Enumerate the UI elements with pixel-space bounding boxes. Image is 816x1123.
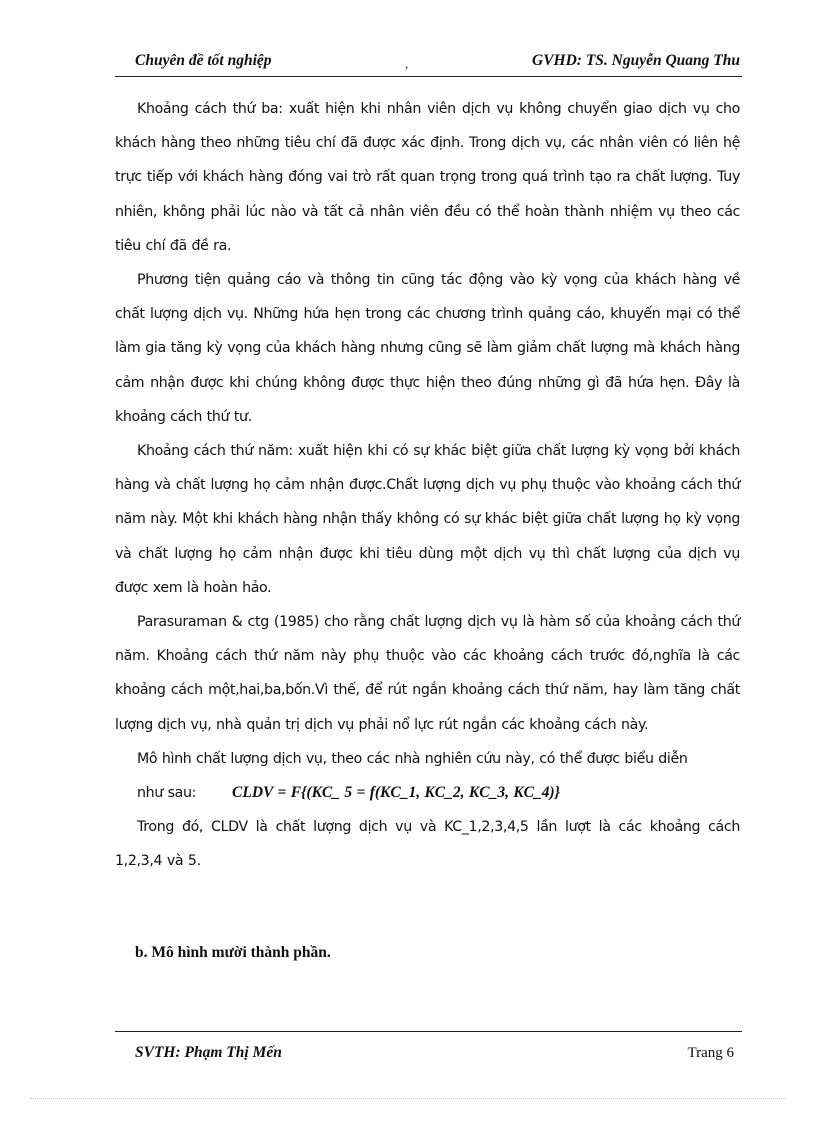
paragraph-gap-three: Khoảng cách thứ ba: xuất hiện khi nhân viên dịch vụ không chuyển giao dịch vụ cho khách hàng theo những tiêu chí đã được xác định. Trong dịch vụ, các nhân viên có liên hệ trực tiếp với khách hàng đóng vai trò rất quan trọng trong quá trình tạo ra chất lượng. Tuy nhiên, không phải lúc nào và tất cả nhân viên đều có thể hoàn thành nhiệm vụ theo các tiêu chí đã đề ra. — [115, 101, 740, 254]
formula-lead: như sau: — [137, 785, 197, 802]
footer-divider — [115, 1031, 742, 1032]
header-separator: , — [405, 56, 409, 71]
header-title: Chuyên đề tốt nghiệp — [135, 52, 272, 69]
paragraph-definition: Trong đó, CLDV là chất lượng dịch vụ và KC_1,2,3,4,5 lần lượt là các khoảng cách 1,2,3,4 và 5. — [115, 819, 740, 870]
page-header — [115, 50, 742, 77]
document-body — [115, 92, 740, 879]
section-heading: b. Mô hình mười thành phần. — [135, 944, 331, 961]
formula: CLDV = F{(KC_ 5 = f(KC_1, KC_2, KC_3, KC_4)} — [232, 784, 561, 802]
paragraph-gap-five: Khoảng cách thứ năm: xuất hiện khi có sự khác biệt giữa chất lượng kỳ vọng bởi khách hàng và chất lượng họ cảm nhận được.Chất lượng dịch vụ phụ thuộc vào khoảng cách thứ năm này. Một khi khách hàng nhận thấy không có sự khác biệt giữa chất lượng họ kỳ vọng và chất lượng họ cảm nhận được khi tiêu dùng một dịch vụ thì chất lượng của dịch vụ được xem là hoàn hảo. — [115, 443, 740, 596]
paragraph-parasuraman: Parasuraman & ctg (1985) cho rằng chất lượng dịch vụ là hàm số của khoảng cách thứ năm. Khoảng cách thứ năm này phụ thuộc vào các khoảng cách trước đó,nghĩa là các khoảng cách một,hai,ba,bốn.Vì thế, để rút ngắn khoảng cách thứ năm, hay làm tăng chất lượng dịch vụ, nhà quản trị dịch vụ phải nổ lực rút ngắn các khoảng cách này. — [115, 614, 740, 733]
paragraph-gap-four: Phương tiện quảng cáo và thông tin cũng tác động vào kỳ vọng của khách hàng về chất lượng dịch vụ. Những hứa hẹn trong các chương trình quảng cáo, khuyến mại có thể làm gia tăng kỳ vọng của khách hàng nhưng cũng sẽ làm giảm chất lượng mà khách hàng cảm nhận được khi chúng không được thực hiện theo đúng những gì đã hứa hẹn. Đây là khoảng cách thứ tư. — [115, 272, 740, 425]
paragraph-model-intro: Mô hình chất lượng dịch vụ, theo các nhà nghiên cứu này, có thể được biểu diễn — [137, 750, 688, 767]
formula-line — [115, 776, 740, 810]
page-number: Trang 6 — [687, 1045, 734, 1061]
footer-student: SVTH: Phạm Thị Mến — [135, 1044, 282, 1061]
header-advisor: GVHD: TS. Nguyễn Quang Thu — [532, 52, 740, 69]
page-edge-divider — [30, 1098, 786, 1099]
